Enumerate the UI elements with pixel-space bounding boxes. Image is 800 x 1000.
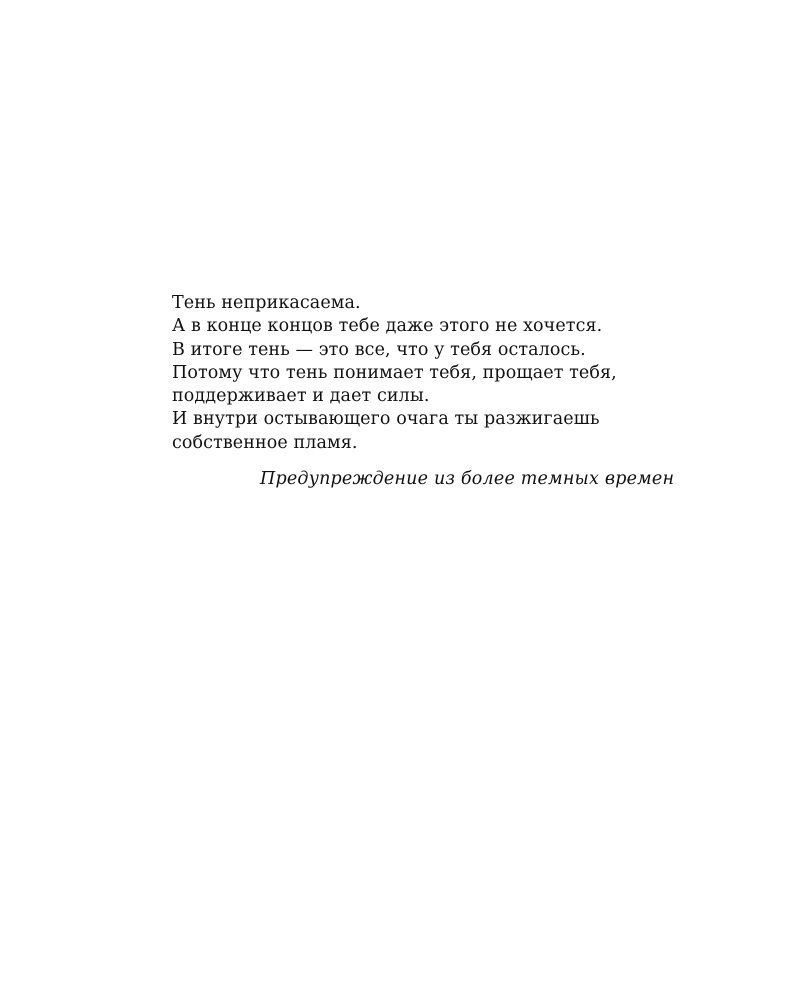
verse-line: А в конце концов тебе даже этого не хочется. xyxy=(172,316,603,337)
verse-line: И внутри остывающего очага ты разжигаешь xyxy=(172,409,600,430)
epigraph xyxy=(172,292,692,489)
verse-line: собственное пламя. xyxy=(172,432,358,453)
verse-line: В итоге тень — это все, что у тебя осталось. xyxy=(172,339,586,360)
verse-line: Тень неприкасаема. xyxy=(172,293,361,313)
epigraph-attribution: Предупреждение из более темных времен xyxy=(260,469,675,489)
verse-line: Потому что тень понимает тебя, прощает тебя, xyxy=(172,362,617,383)
verse-line: поддерживает и дает силы. xyxy=(172,386,430,407)
